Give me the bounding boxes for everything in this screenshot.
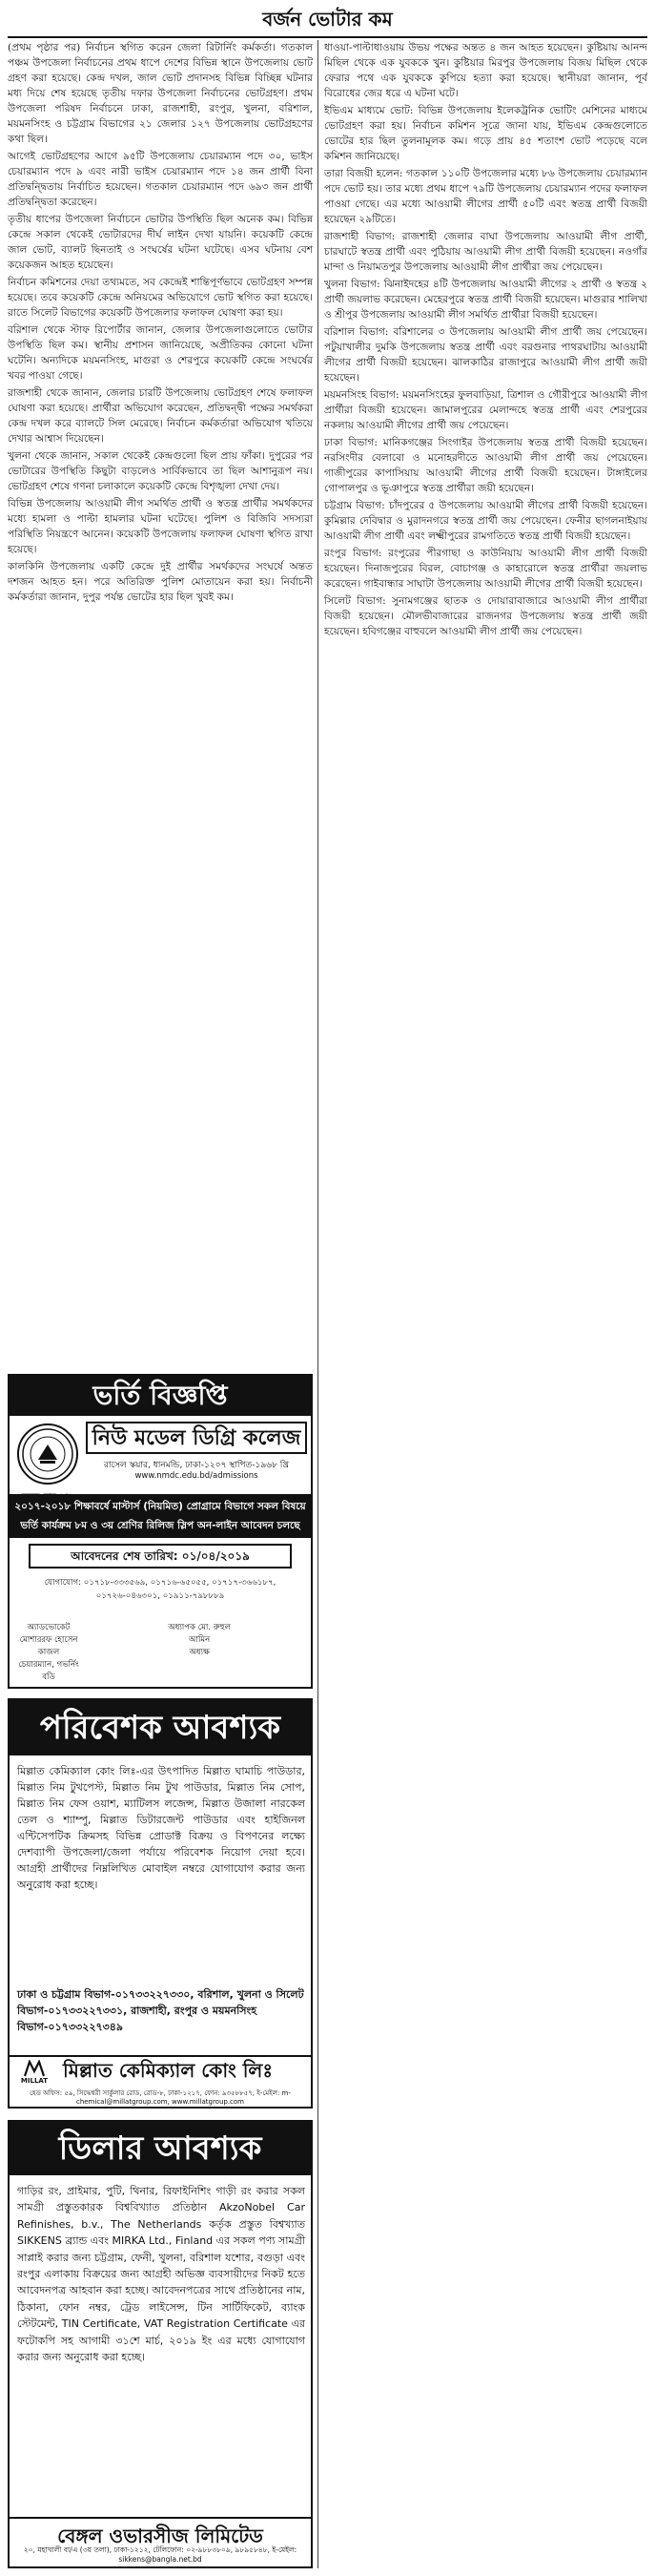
- article-paragraph: চট্টগ্রাম বিভাগ: চাঁদপুরের ৫ উপজেলায় আওয়ামী লীগের প্রার্থী বিজয়ী হয়েছেন। কুমিল্লার দেবিদ্বার ও মুরাদনগরে স্বতন্ত্র প্রার্থী জয় পেয়েছেন। ফেনীর ছাগলনাইয়ায় আওয়ামী লীগ প্রার্থী এবং লক্ষ্মীপুরের রামগতিতে স্বতন্ত্র প্রার্থী বিজয়ী হয়েছেন।: [324, 500, 647, 542]
- admission-announcement: ২০১৭-২০১৮ শিক্ষাবর্ষে মাস্টার্স (নিয়মিত) প্রোগ্রামে বিভাগে সকল বিষয়ে ভর্তি কার্যক্রম ৮ম ও ৩য় শ্রেণির রিলিজ স্লিপ অন-লাইন আবেদন চলছে: [10, 1494, 311, 1538]
- distributor-company-address: হেড অফিস: ৫৯, সিদ্ধেশ্বরী সার্কুলার রোড, রোড-৮, ঢাকা-১২১৭, ফোন: ৯৩৫৮৮৫৭, ই-মেইল: m-chemical@millatgroup.com, www.millatgroup.com: [30, 2089, 291, 2106]
- article-paragraph: কালকিনি উপজেলায় একটি কেন্দ্রে দুই প্রার্থীর সমর্থকদের সংঘর্ষে অন্তত দশজন আহত হন। পরে অতিরিক্ত পুলিশ মোতায়েন করা হয়। নির্বাচনী কর্মকর্তারা জানান, দুপুর পর্যন্ত ভোটের হার ছিল খুবই কম।: [8, 561, 313, 603]
- millat-logo-icon: [24, 2060, 45, 2077]
- article-headline: বর্জন ভোটার কম: [262, 8, 393, 31]
- signatory-principal: [166, 1622, 305, 1684]
- dealer-body: গাড়ির রং, প্রাইমার, পুটি, থিনার, রিফাইনিশিং গাড়ী রং করার সকল সামগ্রী প্রস্তুতকারক বিশ্ববিখ্যাত প্রতিষ্ঠান AkzoNobel Car Refinishes, b.v., The Netherlands কর্তৃক প্রস্তুত বিশ্বখ্যাত SIKKENS ব্র্যান্ড এবং MIRKA Ltd., Finland এর সকল পণ্য সামগ্রী সাপ্লাই করার জন্য চট্টগ্রাম, ফেনী, খুলনা, বরিশাল যশোর, বগুড়া এবং রংপুর এলাকায় বিক্রয়ের জন্য আগ্রহী অভিজ্ঞ ব্যবসায়ীদের নিকট হতে আবেদনপত্র আহবান করা হচ্ছে। আবেদনপত্রের সাথে প্রতিষ্ঠানের নাম, ঠিকানা, ফোন নম্বর, ট্রেড লাইসেন্স, টিন সার্টিফিকেট, ব্যাংক স্টেটমেন্ট, TIN Certificate, VAT Registration Certificate এর ফটোকপি সহ আগামী ৩১শে মার্চ, ২০১৯ ইং এর মধ্যে যোগাযোগ করার জন্য অনুরোধ করা হচ্ছে।: [17, 2185, 305, 2364]
- distributor-company-bar: [10, 2055, 311, 2088]
- admission-advertisement: [8, 1374, 313, 1689]
- article-paragraph: নির্বাচন কমিশনের দেয়া তথ্যমতে, সব কেন্দ্রেই শান্তিপূর্ণভাবে ভোটগ্রহণ সম্পন্ন হয়েছে। তবে কয়েকটি কেন্দ্রে অনিয়মের অভিযোগে ভোট স্থগিত করা হয়েছে। রাতে সিলেট বিভাগের কয়েকটি উপজেলার ফলাফল ঘোষণা করা হয়।: [8, 277, 313, 319]
- college-logo: [17, 1423, 78, 1485]
- article-paragraph: রংপুর বিভাগ: রংপুরের পীরগাছা ও কাউনিয়ায় আওয়ামী লীগ প্রার্থী বিজয়ী হয়েছেন। দিনাজপুরের বিরল, বোচাগঞ্জ ও কাহারোলে স্বতন্ত্র প্রার্থীরা জয়লাভ করেছেন। গাইবান্ধার সাঘাটা উপজেলায় আওয়ামী লীগের প্রার্থী বিজয়ী হয়েছেন।: [324, 548, 647, 590]
- application-deadline: আবেদনের শেষ তারিখ: ০১/০৪/২০১৯: [29, 1544, 292, 1568]
- article-paragraph: ঢাকা বিভাগ: মানিকগঞ্জের সিংগাইর উপজেলায় স্বতন্ত্র প্রার্থী বিজয়ী হয়েছেন। নরসিংদীর বেলাবো ও মনোহরদীতে আওয়ামী লীগ প্রার্থী জয় পেয়েছেন। গাজীপুরের কাপাসিয়ায় আওয়ামী লীগের প্রার্থী বিজয়ী হয়েছেন। টাঙ্গাইলের গোপালপুর ও ভূঞাপুরে স্বতন্ত্র প্রার্থীরা জয়ী হয়েছেন।: [324, 437, 647, 494]
- admission-signatories: [15, 1622, 305, 1684]
- college-website[interactable]: www.nmdc.edu.bd/admissions: [134, 1471, 258, 1481]
- article-paragraph: খুলনা বিভাগ: ঝিনাইদহের ৪টি উপজেলায় আওয়ামী লীগের ২ প্রার্থী ও স্বতন্ত্র ২ প্রার্থী জয়লাভ করেছেন। মেহেরপুরে স্বতন্ত্র প্রার্থী বিজয়ী হয়েছেন। মাগুরার শালিখা ও শ্রীপুর উপজেলায় আওয়ামী লীগ সমর্থিত প্রার্থীরা বিজয়ী হয়েছেন।: [324, 279, 647, 321]
- dealer-company-name: বেঙ্গল ওভারসীজ লিমিটেড: [10, 2517, 311, 2554]
- article-column-right: [324, 40, 647, 2568]
- dealer-advertisement: [8, 2120, 313, 2568]
- article-paragraph: রাজশাহী থেকে জানান, জেলার চারটি উপজেলায় ভোটগ্রহণ শেষে ফলাফল ঘোষণা করা হয়েছে। প্রার্থীরা অভিযোগ করেছেন, প্রতিদ্বন্দ্বী পক্ষের সমর্থকরা কেন্দ্র দখল করে ব্যালটে সিল মেরেছে। নির্বাচন কর্মকর্তারা অভিযোগ খতিয়ে দেখার আশ্বাস দিয়েছেন।: [8, 387, 313, 445]
- distributor-body: মিল্লাত কেমিক্যাল কোং লিঃ-এর উৎপাদিত মিল্লাত ঘামাচি পাউডার, মিল্লাত নিম টুথপেস্ট, মিল্লাত নিম টুথ পাউডার, মিল্লাত নিম সোপ, মিল্লাত নিম ফেস ওয়াশ, ম্যাটিলস লজেন্স, মিল্লাত উজালা নারকেল তেল ও শ্যাম্পু, মিল্লাত ডিটারজেন্ট পাউডার এবং হাইজিনল এন্টিসেপটিক ক্রিমসহ বিভিন্ন প্রোডাক্ট বিক্রয় ও বিপণনের লক্ষ্যে দেশব্যাপী উপজেলা/জেলা পর্যায়ে পরিবেশক নিয়োগ দেয়া হবে। আগ্রহী প্রার্থীদের নিম্নলিখিত মোবাইল নম্বরে যোগাযোগ করার জন্য অনুরোধ করা হচ্ছে।: [17, 1765, 305, 1891]
- signatory-chairman: [15, 1622, 154, 1684]
- article-paragraph: আগেই ভোটগ্রহণের আগে ৯৫টি উপজেলায় চেয়ারম্যান পদে ৩০, ভাইস চেয়ারম্যান পদে ৯ এবং নারী ভাইস চেয়ারম্যান পদে ১৪ জন প্রার্থী বিনা প্রতিদ্বন্দ্বিতায় নির্বাচিত হয়েছেন। গতকাল চেয়ারম্যান পদে ৬৯৩ জন প্রার্থী প্রতিদ্বন্দ্বিতা করেছেন।: [8, 151, 313, 208]
- signatory-title: অধ্যক্ষ: [189, 1648, 210, 1657]
- admission-banner: ভর্তি বিজ্ঞপ্তি: [10, 1376, 311, 1416]
- dealer-banner: ডিলার আবশ্যক: [10, 2122, 311, 2175]
- millat-logo-text: MILLAT: [20, 2077, 49, 2085]
- distributor-advertisement: [8, 1698, 313, 2109]
- article-paragraph: তৃতীয় ধাপের উপজেলা নির্বাচনে ভোটার উপস্থিতি ছিল অনেক কম। বিভিন্ন কেন্দ্রে সকাল থেকেই ভোটারদের দীর্ঘ লাইন দেখা যায়নি। কয়েকটি কেন্দ্রে জাল ভোট, ব্যালট ছিনতাই ও সংঘর্ষের ঘটনা ঘটেছে। এসব ঘটনায় বেশ কয়েকজন আহত হয়েছেন।: [8, 214, 313, 271]
- distributor-phones: ঢাকা ও চট্টগ্রাম বিভাগ-০১৭৩৩২২৭৩৩০, বরিশাল, খুলনা ও সিলেট বিভাগ-০১৭৩৩২২৭৩৩১, রাজশাহী, রংপুর ও ময়মনসিংহ বিভাগ-০১৭৩৩২২৭৩৪৯: [17, 1988, 304, 2033]
- signatory-name: অধ্যাপক মো. রুহুল আমিন: [168, 1623, 231, 1645]
- article-paragraph: সিলেট বিভাগ: সুনামগঞ্জের ছাতক ও দোয়ারাবাজারে আওয়ামী লীগ প্রার্থীরা বিজয়ী হয়েছেন। মৌলভীবাজারের রাজনগর উপজেলায় স্বতন্ত্র প্রার্থী জয়ী হয়েছেন। হবিগঞ্জের বাহুবলে আওয়ামী লীগ প্রার্থী জয় পেয়েছেন।: [324, 595, 647, 637]
- college-address: রাসেল স্কয়ার, ধানমন্ডি, ঢাকা-১২০৭ স্থাপিত-১৯৬৮ খ্রি: [103, 1461, 290, 1470]
- signatory-name: অ্যাডভোকেট মোশাররফ হোসেন কাজল: [19, 1623, 78, 1657]
- college-name: নিউ মডেল ডিগ্রি কলেজ: [86, 1422, 307, 1454]
- article-paragraph: বিভিন্ন উপজেলায় আওয়ামী লীগ সমর্থিত প্রার্থী ও স্বতন্ত্র প্রার্থীর সমর্থকদের মধ্যে হামলা ও পাল্টা হামলার ঘটনা ঘটেছে। পুলিশ ও বিজিবি সদস্যরা পরিস্থিতি নিয়ন্ত্রণে আনেন। কয়েকটি উপজেলায় ফলাফল ঘোষণা স্থগিত রাখা হয়েছে।: [8, 498, 313, 555]
- article-paragraph: ময়মনসিংহ বিভাগ: ময়মনসিংহের ফুলবাড়িয়া, ত্রিশাল ও গৌরীপুরে আওয়ামী লীগ প্রার্থীরা বিজয়ী হয়েছেন। জামালপুরের মেলান্দহে স্বতন্ত্র প্রার্থী এবং শেরপুরের নকলায় আওয়ামী লীগের প্রার্থী জয় পেয়েছেন।: [324, 389, 647, 431]
- article-paragraph: ধাওয়া-পাল্টাধাওয়ায় উভয় পক্ষের অন্তত ৪ জন আহত হয়েছেন। কুষ্টিয়ায় আনন্দ মিছিল থেকে এক যুবককে খুন। কুষ্টিয়ার মিরপুর উপজেলায় বিজয় মিছিল থেকে ফেরার পথে এক যুবককে কুপিয়ে হত্যা করা হয়েছে। স্থানীয়রা জানান, পূর্ব বিরোধের জের ধরে এ ঘটনা ঘটে।: [324, 42, 647, 99]
- article-paragraph: খুলনা থেকে জানান, সকাল থেকেই কেন্দ্রগুলো ছিল প্রায় ফাঁকা। দুপুরের পর ভোটারের উপস্থিতি কিছুটা বাড়লেও সার্বিকভাবে তা ছিল আশানুরূপ নয়। ভোটগ্রহণ শেষে গণনা চলাকালে কয়েকটি কেন্দ্রে বিশৃঙ্খলা দেখা দেয়।: [8, 450, 313, 492]
- distributor-banner: পরিবেশক আবশ্যক: [10, 1700, 311, 1755]
- signatory-title: চেয়ারম্যান, গভর্নিং বডি: [18, 1660, 79, 1682]
- article-column-left: [8, 40, 313, 1371]
- article-paragraph: রাজশাহী বিভাগ: রাজশাহী জেলার বাঘা উপজেলায় আওয়ামী লীগ প্রার্থী, চারঘাটে স্বতন্ত্র প্রার্থী এবং পুঠিয়ায় আওয়ামী লীগ প্রার্থী বিজয়ী হয়েছেন। নওগাঁর মান্দা ও নিয়ামতপুর উপজেলায় আওয়ামী লীগ প্রার্থীরা জয় পেয়েছেন।: [324, 231, 647, 273]
- article-paragraph: ইভিএম মাধ্যমে ভোট: বিভিন্ন উপজেলায় ইলেকট্রনিক ভোটিং মেশিনের মাধ্যমে ভোটগ্রহণ করা হয়। নির্বাচন কমিশন সূত্রে জানা যায়, ইভিএম কেন্দ্রগুলোতে ভোটের হার ছিল তুলনামূলক কম। গড়ে প্রায় ৪৫ শতাংশ ভোট পড়েছে বলে কমিশন জানিয়েছে।: [324, 105, 647, 162]
- college-emblem-icon: [21, 1427, 74, 1481]
- article-paragraph: বরিশাল থেকে স্টাফ রিপোর্টার জানান, জেলার উপজেলাগুলোতে ভোটার উপস্থিতি ছিল কম। স্থানীয় প্রশাসন জানিয়েছে, অপ্রীতিকর কোনো ঘটনা ঘটেনি। অন্যদিকে ময়মনসিংহ, মাগুরা ও শেরপুরে কয়েকটি কেন্দ্রে সংঘর্ষের খবর পাওয়া গেছে।: [8, 324, 313, 382]
- article-paragraph: (প্রথম পৃষ্ঠার পর) নির্বাচন স্থগিত করেন জেলা রিটার্নিং কর্মকর্তা। গতকাল পঞ্চম উপজেলা নির্বাচনের প্রথম ধাপে দেশের বিভিন্ন স্থানে উপজেলায় ভোট গ্রহণ করা হয়েছে। কেন্দ্র দখল, জাল ভোট প্রদানসহ বিভিন্ন বিচ্ছিন্ন ঘটনার মধ্য দিয়ে শেষ হয়েছে তৃতীয় দফার উপজেলা নির্বাচনের ভোটগ্রহণ। প্রথম উপজেলা পরিষদ নির্বাচনে ঢাকা, রাজশাহী, রংপুর, খুলনা, বরিশাল, ময়মনসিংহ ও চট্টগ্রাম বিভাগের ২১ জেলার ১২৭ উপজেলায় ভোটগ্রহণের কথা ছিল।: [8, 42, 313, 145]
- millat-logo: [13, 2058, 55, 2087]
- dealer-company-address: ২০, মহাখালী বা/এ (৩য় তলা), ঢাকা-১২১২, টেলিফোন: ০২-৯৮৮৩৮০৯, ৯৮৯৫৮৪৮, ই-মেইল: sikkens@bangla.net.bd: [23, 2545, 297, 2564]
- headline-rule: [8, 36, 647, 38]
- distributor-company-name: মিল্লাত কেমিক্যাল কোং লিঃ: [63, 2058, 273, 2082]
- admission-contact: যোগাযোগ: ০১৭১৮-৩৩৩৫৬৯, ০১৭১৬-৬৫০৫৫, ০১৭১৭-৩৬৬১৮৭, ০১৭২৬-০৪৬৩০১, ০১৯১১-৭৯৮৮৮৯: [44, 1578, 276, 1601]
- column-divider: [317, 40, 318, 2568]
- article-paragraph: বরিশাল বিভাগ: বরিশালের ৩ উপজেলায় আওয়ামী লীগ প্রার্থী জয় পেয়েছেন। পটুয়াখালীর দুমকি উপজেলায় স্বতন্ত্র প্রার্থী এবং বরগুনার পাথরঘাটায় আওয়ামী লীগের প্রার্থী বিজয়ী হয়েছেন। ঝালকাঠির রাজাপুরে আওয়ামী লীগ প্রার্থী জয়ী হয়েছেন।: [324, 326, 647, 384]
- article-paragraph: তারা বিজয়ী হলেন: গতকাল ১১০টি উপজেলার মধ্যে ৮৬ উপজেলায় চেয়ারম্যান পদে ভোট হয়। তার মধ্যে প্রথম ধাপে ৭৯টি উপজেলায় চেয়ারম্যান পদের ফলাফল পাওয়া গেছে। এর মধ্যে আওয়ামী লীগের প্রার্থী ৫০টি এবং স্বতন্ত্র প্রার্থী বিজয়ী হয়েছেন ২৯টিতে।: [324, 168, 647, 225]
